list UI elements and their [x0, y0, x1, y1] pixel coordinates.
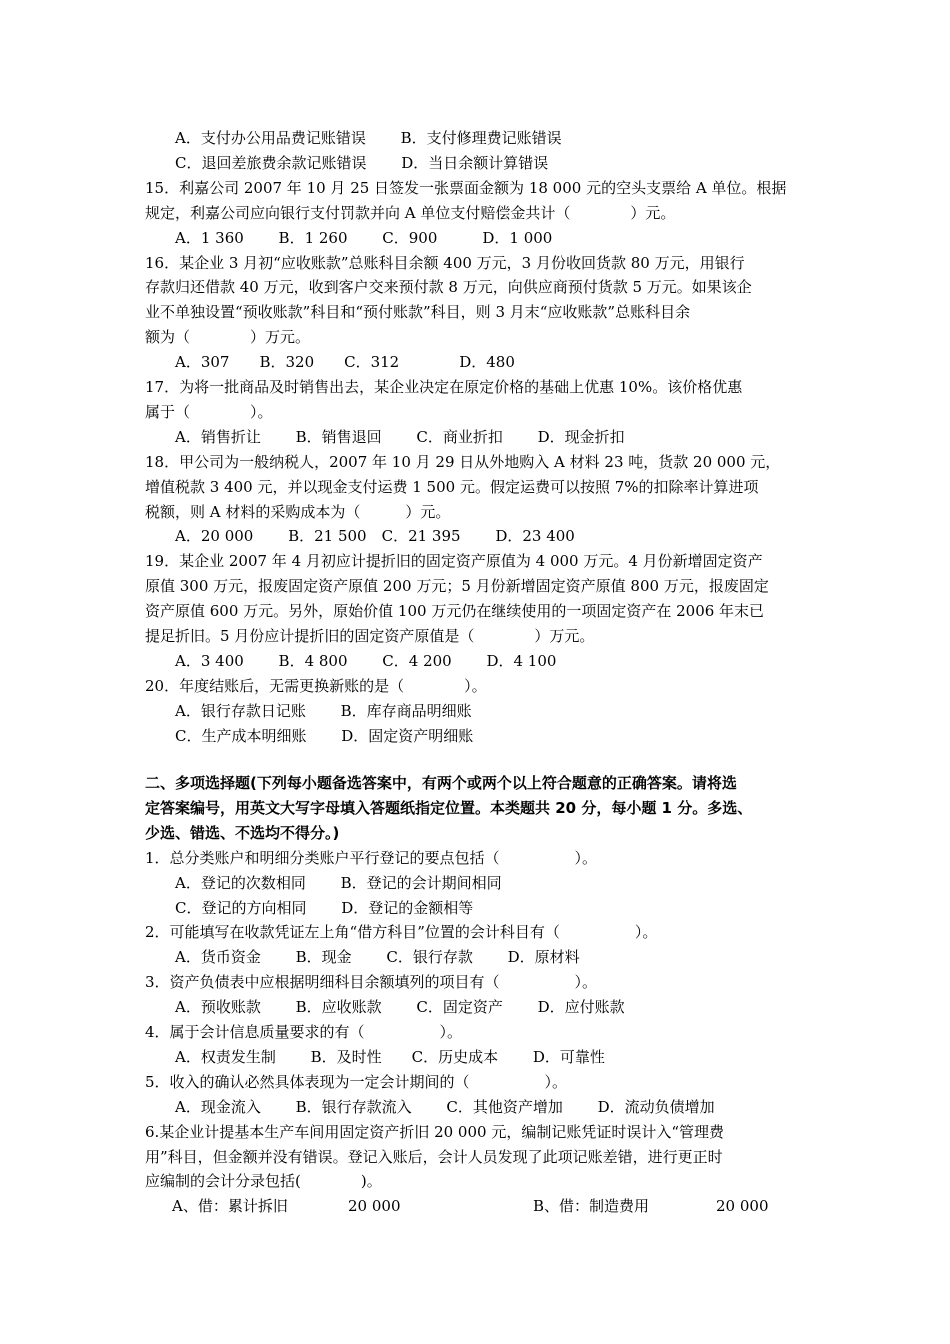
answer-options: C．生产成本明细账 D．固定资产明细账	[175, 726, 474, 745]
answer-options: A．3 400 B．4 800 C．4 200 D．4 100	[175, 651, 557, 670]
question-text: 额为（ ）万元。	[145, 328, 311, 347]
option-b-amount: 20 000	[716, 1197, 769, 1216]
question-text: 用”科目，但金额并没有错误。登记入账后，会计人员发现了此项记账差错，进行更正时	[145, 1147, 723, 1166]
answer-options: C．登记的方向相同 D．登记的金额相等	[175, 898, 474, 917]
answer-options: A．支付办公用品费记账错误 B．支付修理费记账错误	[175, 129, 562, 147]
question-text: 业不单独设置“预收账款”科目和“预付账款”科目，则 3 月末“应收账款”总账科目余	[145, 303, 691, 322]
question-text: 18．甲公司为一般纳税人，2007 年 10 月 29 日从外地购入 A 材料 23 吨，货款 20 000 元，	[145, 452, 781, 471]
section-heading: 定答案编号，用英文大写字母填入答题纸指定位置。本类题共 20 分，每小题 1 分。多选、	[145, 798, 753, 817]
question-text: 19．某企业 2007 年 4 月初应计提折旧的固定资产原值为 4 000 万元。4 月份新增固定资产	[145, 552, 763, 571]
option-a-amount: 20 000	[348, 1197, 401, 1216]
question-text: 增值税款 3 400 元，并以现金支付运费 1 500 元。假定运费可以按照 7%的扣除率计算进项	[145, 477, 759, 496]
answer-options: A．权责发生制 B．及时性 C．历史成本 D．可靠性	[175, 1047, 605, 1066]
question-text: 4．属于会计信息质量要求的有（ ）。	[145, 1023, 463, 1041]
question-text: 规定，利嘉公司应向银行支付罚款并向 A 单位支付赔偿金共计（ ）元。	[145, 203, 676, 222]
question-text: 原值 300 万元，报废固定资产原值 200 万元；5 月份新增固定资产原值 800 万元，报废固定	[145, 577, 769, 596]
question-text: 5．收入的确认必然具体表现为一定会计期间的（ ）。	[145, 1072, 568, 1091]
question-text: 15．利嘉公司 2007 年 10 月 25 日签发一张票面金额为 18 000 元的空头支票给 A 单位。根据	[145, 178, 787, 197]
question-text: 6.某企业计提基本生产车间用固定资产折旧 20 000 元，编制记账凭证时误计入“管理费	[145, 1122, 725, 1141]
question-text: 20．年度结账后，无需更换新账的是（ ）。	[145, 676, 487, 695]
answer-options: C．退回差旅费余款记账错误 D．当日余额计算错误	[175, 153, 549, 172]
answer-options: A．银行存款日记账 B．库存商品明细账	[175, 701, 472, 720]
answer-options: A．货币资金 B．现金 C．银行存款 D．原材料	[175, 948, 580, 967]
question-text: 1．总分类账户和明细分类账户平行登记的要点包括（ ）。	[145, 848, 598, 867]
option-a-label: A、借：累计拆旧	[172, 1197, 288, 1216]
question-text: 资产原值 600 万元。另外，原始价值 100 万元仍在继续使用的一项固定资产在 2006 年末已	[145, 602, 765, 621]
answer-options: A．销售折让 B．销售退回 C．商业折扣 D．现金折扣	[175, 427, 625, 446]
question-text: 17．为将一批商品及时销售出去，某企业决定在原定价格的基础上优惠 10%。该价格优惠	[145, 378, 743, 396]
question-text: 3．资产负债表中应根据明细科目余额填列的项目有（ ）。	[145, 973, 598, 992]
question-text: 税额，则 A 材料的采购成本为（ ）元。	[145, 502, 451, 521]
question-text: 2．可能填写在收款凭证左上角“借方科目”位置的会计科目有（ ）。	[145, 923, 658, 942]
section-heading: 少选、错选、不选均不得分。)	[145, 823, 340, 842]
answer-options: A．1 360 B．1 260 C．900 D．1 000	[175, 228, 553, 247]
answer-options: A．20 000 B．21 500 C．21 395 D．23 400	[175, 527, 575, 546]
option-b-label: B、借：制造费用	[533, 1197, 650, 1216]
answer-options: A．307 B．320 C．312 D．480	[175, 353, 515, 372]
answer-options: A．预收账款 B．应收账款 C．固定资产 D．应付账款	[175, 998, 625, 1017]
question-text: 存款归还借款 40 万元，收到客户交来预付款 8 万元，向供应商预付货款 5 万元。如果该企	[145, 278, 752, 297]
answer-options: A．登记的次数相同 B．登记的会计期间相同	[175, 873, 502, 892]
answer-options: A．现金流入 B．银行存款流入 C．其他资产增加 D．流动负债增加	[175, 1097, 715, 1116]
section-heading: 二、多项选择题(下列每小题备选答案中，有两个或两个以上符合题意的正确答案。请将选	[145, 774, 737, 792]
question-text: 16．某企业 3 月初“应收账款”总账科目余额 400 万元，3 月份收回货款 80 万元，用银行	[145, 253, 745, 272]
question-text: 应编制的会计分录包括( )。	[145, 1172, 382, 1191]
question-text: 属于（ ）。	[145, 402, 273, 421]
question-text: 提足折旧。5 月份应计提折旧的固定资产原值是（ ）万元。	[145, 627, 595, 645]
